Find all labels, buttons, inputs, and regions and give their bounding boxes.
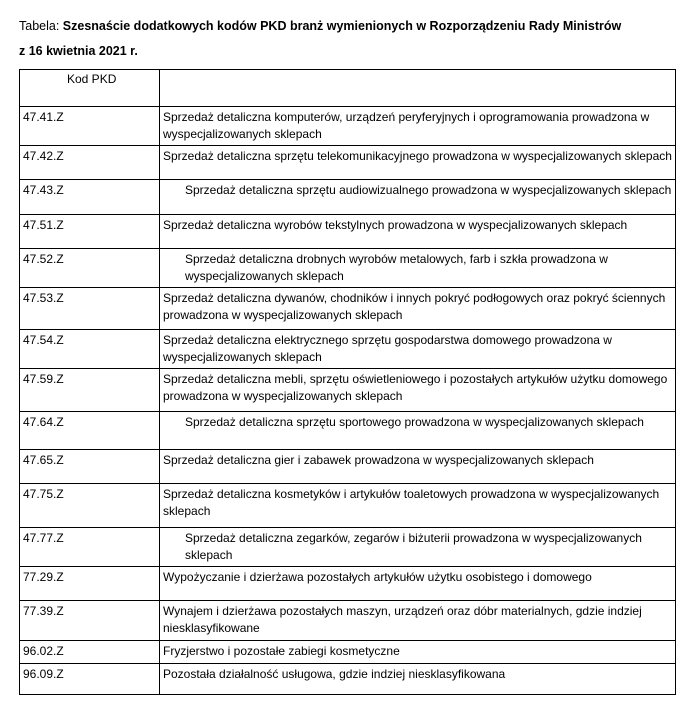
pkd-code: 96.02.Z [20, 641, 160, 664]
table-row [20, 484, 676, 528]
table-row [20, 369, 676, 412]
pkd-code: 47.42.Z [20, 146, 160, 180]
pkd-code: 47.43.Z [20, 180, 160, 215]
pkd-code: 47.52.Z [20, 249, 160, 288]
table-row [20, 249, 676, 288]
pkd-code: 47.64.Z [20, 412, 160, 450]
pkd-description: Wypożyczanie i dzierżawa pozostałych artykułów użytku osobistego i domowego [160, 567, 676, 601]
table-row [20, 330, 676, 369]
pkd-description: Sprzedaż detaliczna elektrycznego sprzętu gospodarstwa domowego prowadzona w wyspecjalizowanych sklepach [160, 330, 676, 369]
table-row [20, 567, 676, 601]
header-code-cell [20, 70, 160, 107]
pkd-description: Wynajem i dzierżawa pozostałych maszyn, urządzeń oraz dóbr materialnych, gdzie indziej niesklasyfikowane [160, 601, 676, 641]
table-row [20, 601, 676, 641]
pkd-code: 77.39.Z [20, 601, 160, 641]
pkd-description: Sprzedaż detaliczna komputerów, urządzeń peryferyjnych i oprogramowania prowadzona w wyspecjalizowanych sklepach [160, 107, 676, 146]
table-row [20, 664, 676, 695]
pkd-description: Sprzedaż detaliczna zegarków, zegarów i biżuterii prowadzona w wyspecjalizowanych sklepach [160, 528, 676, 567]
pkd-code: 96.09.Z [20, 664, 160, 695]
pkd-description: Sprzedaż detaliczna sprzętu telekomunikacyjnego prowadzona w wyspecjalizowanych sklepach [160, 146, 676, 180]
pkd-code: 47.75.Z [20, 484, 160, 528]
pkd-description: Pozostała działalność usługowa, gdzie indziej niesklasyfikowana [160, 664, 676, 695]
table-row [20, 450, 676, 484]
table-row [20, 180, 676, 215]
pkd-description: Sprzedaż detaliczna drobnych wyrobów metalowych, farb i szkła prowadzona w wyspecjalizowanych sklepach [160, 249, 676, 288]
pkd-description: Sprzedaż detaliczna mebli, sprzętu oświetleniowego i pozostałych artykułów użytku domowego prowadzona w wyspecjalizowanych sklepach [160, 369, 676, 412]
pkd-description: Fryzjerstwo i pozostałe zabiegi kosmetyczne [160, 641, 676, 664]
pkd-description: Sprzedaż detaliczna sprzętu sportowego prowadzona w wyspecjalizowanych sklepach [160, 412, 676, 450]
caption-prefix: Tabela: [19, 19, 60, 33]
pkd-code: 47.54.Z [20, 330, 160, 369]
pkd-description: Sprzedaż detaliczna dywanów, chodników i innych pokryć podłogowych oraz pokryć ściennych prowadzona w wyspecjalizowanych sklepach [160, 288, 676, 330]
table-row [20, 412, 676, 450]
pkd-code: 47.41.Z [20, 107, 160, 146]
table-row [20, 288, 676, 330]
pkd-code: 47.59.Z [20, 369, 160, 412]
table-header-row [20, 70, 676, 107]
header-description-cell [160, 70, 676, 107]
caption-title: Szesnaście dodatkowych kodów PKD branż wymienionych w Rozporządzeniu Rady Ministrów [62, 19, 622, 33]
table-row [20, 528, 676, 567]
caption-date: z 16 kwietnia 2021 r. [19, 44, 138, 58]
pkd-code: 47.77.Z [20, 528, 160, 567]
table-row [20, 215, 676, 249]
table-row [20, 107, 676, 146]
pkd-description: Sprzedaż detaliczna gier i zabawek prowadzona w wyspecjalizowanych sklepach [160, 450, 676, 484]
pkd-code: 77.29.Z [20, 567, 160, 601]
header-code-label: Kod PKD [67, 72, 117, 86]
pkd-description: Sprzedaż detaliczna sprzętu audiowizualnego prowadzona w wyspecjalizowanych sklepach [160, 180, 676, 215]
pkd-description: Sprzedaż detaliczna wyrobów tekstylnych prowadzona w wyspecjalizowanych sklepach [160, 215, 676, 249]
table-caption [19, 19, 621, 33]
pkd-table [19, 69, 676, 695]
pkd-code: 47.65.Z [20, 450, 160, 484]
table-row [20, 641, 676, 664]
table-row [20, 146, 676, 180]
pkd-code: 47.51.Z [20, 215, 160, 249]
pkd-description: Sprzedaż detaliczna kosmetyków i artykułów toaletowych prowadzona w wyspecjalizowanych sklepach [160, 484, 676, 528]
pkd-code: 47.53.Z [20, 288, 160, 330]
